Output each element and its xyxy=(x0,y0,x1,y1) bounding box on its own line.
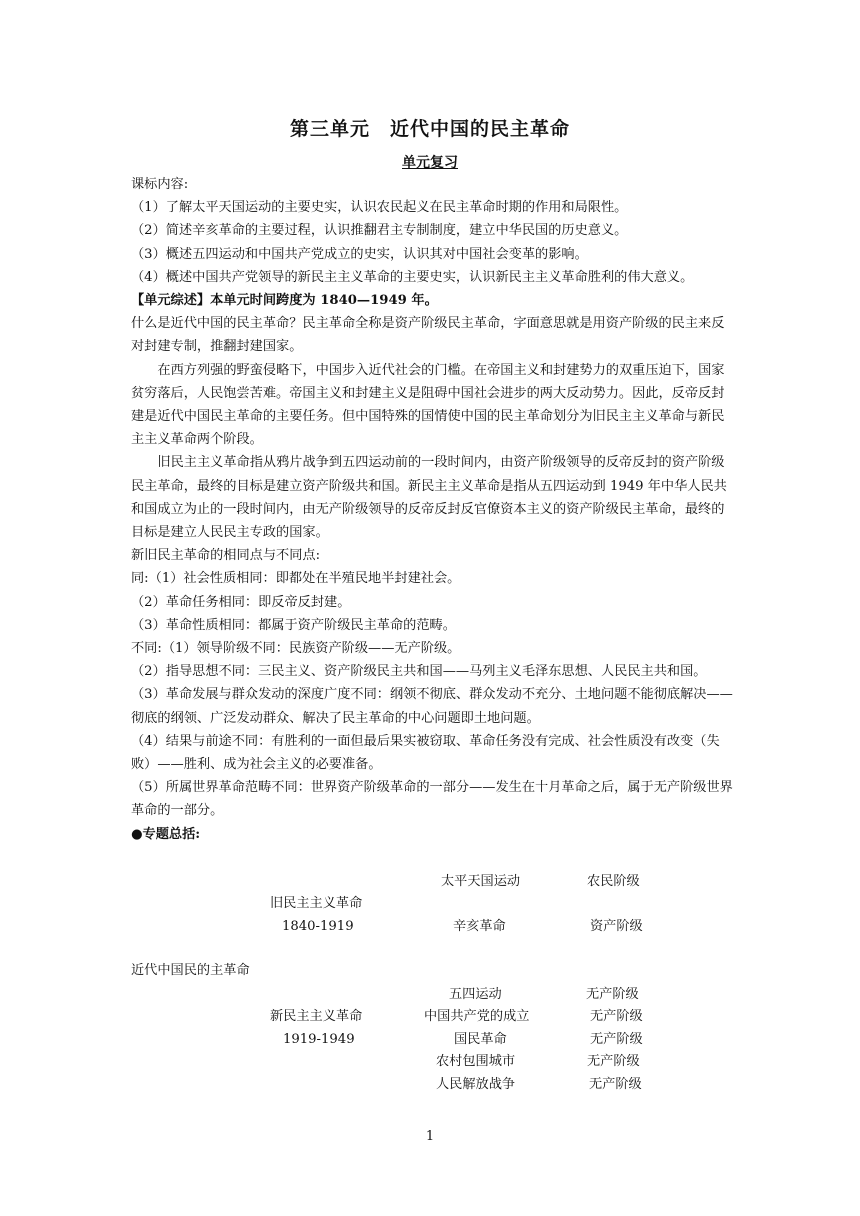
summary-heading: ●专题总括: xyxy=(131,826,201,842)
unit-overview: 【单元综述】本单元时间跨度为 1840—1949 年。 xyxy=(131,293,438,309)
background-paragraph: 在西方列强的野蛮侵略下，中国步入近代社会的门槛。在帝国主义和封建势力的双重压迫下，国家贫穷落后，人民饱尝苦难。帝国主义和封建主义是阻碍中国社会进步的两大反动势力。因此，反帝反封建是近代中国民主革命的主要任务。但中国特殊的国情使中国的民主革命划分为旧民主主义革命与新民主主义革命两个阶段。 xyxy=(131,362,725,448)
new-class-2: 无产阶级 xyxy=(590,1009,643,1024)
old-class-2: 资产阶级 xyxy=(590,919,643,934)
new-revolution-years: 1919-1949 xyxy=(283,1032,355,1047)
new-event-2: 中国共产党的成立 xyxy=(424,1009,530,1024)
new-event-5: 人民解放战争 xyxy=(436,1077,516,1092)
new-class-5: 无产阶级 xyxy=(589,1077,642,1092)
curriculum-item-3: （3）概述五四运动和中国共产党成立的史实，认识其对中国社会变革的影响。 xyxy=(131,246,588,262)
comparison-heading: 新旧民主革命的相同点与不同点: xyxy=(131,548,321,564)
page-number: 1 xyxy=(425,1129,435,1144)
old-event-2: 辛亥革命 xyxy=(453,919,506,934)
diff-item-3: （3）革命发展与群众发动的深度广度不同：纲领不彻底、群众发动不充分、土地问题不能彻底解决——彻底的纲领、广泛发动群众、解决了民主革命的中心问题即土地问题。 xyxy=(131,687,733,726)
old-revolution-label: 旧民主主义革命 xyxy=(270,896,363,911)
summary-root: 近代中国民的主革命 xyxy=(131,963,250,978)
definition-paragraph: 什么是近代中国的民主革命？民主革命全称是资产阶级民主革命，字面意思就是用资产阶级的民主来反对封建专制，推翻封建国家。 xyxy=(131,316,725,355)
new-event-4: 农村包围城市 xyxy=(436,1054,516,1069)
diff-item-2: （2）指导思想不同：三民主义、资产阶级民主共和国——马列主义毛泽东思想、人民民主共和国。 xyxy=(131,664,707,680)
page-title: 第三单元 近代中国的民主革命 xyxy=(289,118,570,140)
body-text xyxy=(131,173,735,846)
page-subtitle: 单元复习 xyxy=(402,155,458,171)
new-event-1: 五四运动 xyxy=(449,987,502,1002)
curriculum-heading: 课标内容: xyxy=(131,177,189,192)
curriculum-item-2: （2）简述辛亥革命的主要过程，认识推翻君主专制制度，建立中华民国的历史意义。 xyxy=(131,223,628,239)
new-event-3: 国民革命 xyxy=(454,1032,507,1047)
old-event-1: 太平天国运动 xyxy=(441,874,521,889)
new-revolution-label: 新民主主义革命 xyxy=(270,1009,363,1024)
stages-paragraph: 旧民主主义革命指从鸦片战争到五四运动前的一段时间内，由资产阶级领导的反帝反封的资产阶级民主革命，最终的目标是建立资产阶级共和国。新民主主义革命是指从五四运动到 1949 年中华人民共和国成立为止的一段时间内，由无产阶级领导的反帝反封反官僚资本主义的资产阶级民主革命，最终的目标是建立人民民主专政的国家。 xyxy=(131,455,727,541)
curriculum-item-4: （4）概述中国共产党领导的新民主主义革命的主要史实，认识新民主主义革命胜利的伟大意义。 xyxy=(131,269,694,285)
same-item-2: （2）革命任务相同：即反帝反封建。 xyxy=(131,594,351,610)
diff-item-4: （4）结果与前途不同：有胜利的一面但最后果实被窃取、革命任务没有完成、社会性质没有改变（失败）——胜利、成为社会主义的必要准备。 xyxy=(131,733,720,773)
same-item-1: 同:（1）社会性质相同：即都处在半殖民地半封建社会。 xyxy=(131,571,461,587)
new-class-3: 无产阶级 xyxy=(590,1032,643,1047)
new-class-1: 无产阶级 xyxy=(586,987,639,1002)
old-revolution-years: 1840-1919 xyxy=(282,919,354,934)
old-class-1: 农民阶级 xyxy=(587,874,640,889)
new-class-4: 无产阶级 xyxy=(587,1054,640,1069)
curriculum-item-1: （1）了解太平天国运动的主要史实，认识农民起义在民主革命时期的作用和局限性。 xyxy=(131,200,628,216)
diff-item-5: （5）所属世界革命范畴不同：世界资产阶级革命的一部分——发生在十月革命之后，属于无产阶级世界革命的一部分。 xyxy=(131,780,733,819)
diff-item-1: 不同:（1）领导阶级不同：民族资产阶级——无产阶级。 xyxy=(131,641,461,657)
same-item-3: （3）革命性质相同：都属于资产阶级民主革命的范畴。 xyxy=(131,617,456,633)
